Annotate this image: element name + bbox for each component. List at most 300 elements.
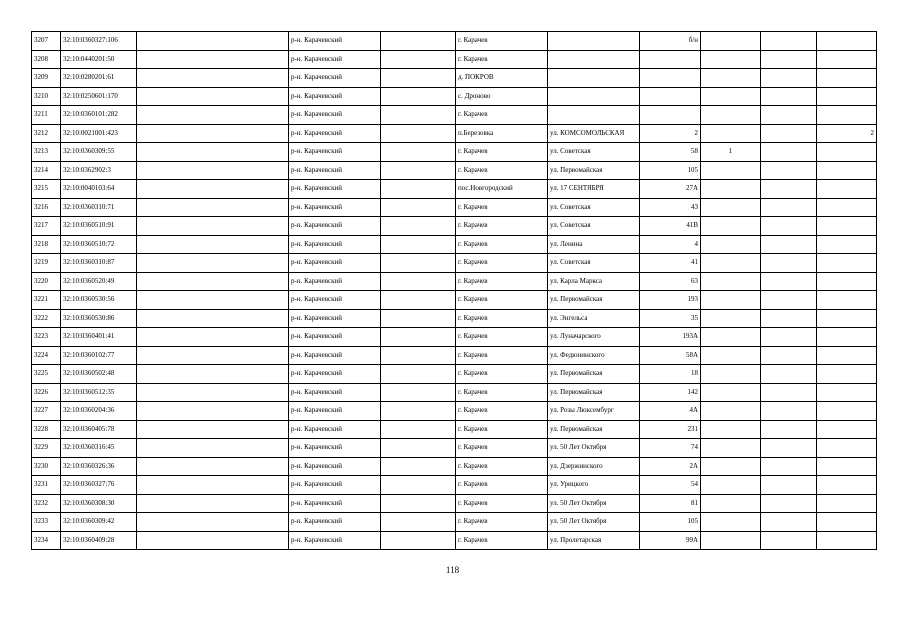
house-number: 4 [640,235,701,254]
district: р-н. Карачевский [289,365,381,384]
district: р-н. Карачевский [289,328,381,347]
locality: г. Карачев [456,402,548,421]
locality: г. Карачев [456,513,548,532]
empty-cell [381,457,456,476]
street: ул. Карла Маркса [548,272,640,291]
locality: г. Карачев [456,383,548,402]
extra-cell [701,272,761,291]
street: ул. КОМСОМОЛЬСКАЯ [548,124,640,143]
row-number: 3216 [32,198,61,217]
table-row [32,87,877,106]
extra-cell [817,254,877,273]
table-row [32,457,877,476]
empty-cell [137,235,289,254]
empty-cell [137,439,289,458]
extra-cell [761,87,817,106]
cadastral-number: 32:10:0360204:36 [61,402,137,421]
street: ул. Первомайская [548,365,640,384]
extra-cell [701,402,761,421]
house-number: 193 [640,291,701,310]
empty-cell [137,106,289,125]
empty-cell [381,254,456,273]
empty-cell [137,180,289,199]
empty-cell [137,402,289,421]
district: р-н. Карачевский [289,106,381,125]
table-row [32,346,877,365]
extra-cell [701,439,761,458]
locality: д. ПОКРОВ [456,69,548,88]
table-row [32,439,877,458]
street: ул. Урицкого [548,476,640,495]
extra-cell [701,531,761,550]
extra-cell [817,69,877,88]
extra-cell [817,420,877,439]
extra-cell [817,513,877,532]
district: р-н. Карачевский [289,254,381,273]
house-number: 58А [640,346,701,365]
locality: г. Карачев [456,346,548,365]
row-number: 3214 [32,161,61,180]
table-row [32,365,877,384]
table-row [32,198,877,217]
extra-cell [701,365,761,384]
house-number: 99А [640,531,701,550]
locality: с. Дроново [456,87,548,106]
district: р-н. Карачевский [289,531,381,550]
table-row [32,328,877,347]
house-number: 41В [640,217,701,236]
extra-cell [761,180,817,199]
street: ул. Ленина [548,235,640,254]
empty-cell [137,50,289,69]
district: р-н. Карачевский [289,69,381,88]
empty-cell [381,476,456,495]
empty-cell [381,69,456,88]
house-number: 2А [640,457,701,476]
table-row [32,32,877,51]
empty-cell [137,198,289,217]
cadastral-number: 32:10:0360327:106 [61,32,137,51]
house-number: 81 [640,494,701,513]
extra-cell [817,365,877,384]
street: ул. Советская [548,254,640,273]
extra-cell [761,272,817,291]
empty-cell [381,531,456,550]
table-row [32,383,877,402]
district: р-н. Карачевский [289,457,381,476]
row-number: 3217 [32,217,61,236]
district: р-н. Карачевский [289,235,381,254]
district: р-н. Карачевский [289,217,381,236]
extra-cell: 2 [817,124,877,143]
table-row [32,69,877,88]
empty-cell [381,494,456,513]
house-number: 2 [640,124,701,143]
street [548,69,640,88]
table-row [32,402,877,421]
district: р-н. Карачевский [289,143,381,162]
locality: г. Карачев [456,198,548,217]
cadastral-number: 32:10:0362902:3 [61,161,137,180]
table-row [32,50,877,69]
street: ул. 50 Лет Октября [548,513,640,532]
extra-cell [701,235,761,254]
street [548,50,640,69]
house-number: 231 [640,420,701,439]
table-row [32,180,877,199]
extra-cell [761,106,817,125]
table-row [32,161,877,180]
row-number: 3226 [32,383,61,402]
cadastral-number: 32:10:0021001:423 [61,124,137,143]
page-number: 118 [445,565,460,575]
extra-cell [817,457,877,476]
extra-cell [761,291,817,310]
extra-cell [761,476,817,495]
extra-cell [761,513,817,532]
table-row [32,476,877,495]
extra-cell [761,383,817,402]
empty-cell [381,32,456,51]
cadastral-number: 32:10:0360308:30 [61,494,137,513]
house-number: 63 [640,272,701,291]
empty-cell [381,309,456,328]
house-number: 142 [640,383,701,402]
cadastral-number: 32:10:0440201:50 [61,50,137,69]
empty-cell [381,106,456,125]
district: р-н. Карачевский [289,50,381,69]
extra-cell [761,420,817,439]
row-number: 3222 [32,309,61,328]
empty-cell [381,87,456,106]
street: ул. Федюнинского [548,346,640,365]
empty-cell [381,402,456,421]
empty-cell [137,420,289,439]
table-row [32,420,877,439]
empty-cell [137,87,289,106]
extra-cell [761,457,817,476]
cadastral-number: 32:10:0250601:170 [61,87,137,106]
extra-cell [817,439,877,458]
empty-cell [381,420,456,439]
empty-cell [381,439,456,458]
row-number: 3213 [32,143,61,162]
row-number: 3229 [32,439,61,458]
table-row [32,254,877,273]
district: р-н. Карачевский [289,291,381,310]
row-number: 3218 [32,235,61,254]
street: ул. 50 Лет Октября [548,439,640,458]
extra-cell [761,161,817,180]
house-number [640,69,701,88]
locality: г. Карачев [456,531,548,550]
extra-cell [817,180,877,199]
table-row [32,235,877,254]
extra-cell [701,513,761,532]
extra-cell [817,402,877,421]
locality: г. Карачев [456,457,548,476]
empty-cell [137,457,289,476]
extra-cell [701,50,761,69]
street: ул. 17 СЕНТЯБРЯ [548,180,640,199]
street: ул. Дзержинского [548,457,640,476]
street: ул. 50 Лет Октября [548,494,640,513]
district: р-н. Карачевский [289,476,381,495]
empty-cell [381,235,456,254]
extra-cell [701,217,761,236]
street [548,87,640,106]
extra-cell [701,328,761,347]
street: ул. Советская [548,217,640,236]
extra-cell [701,494,761,513]
extra-cell [761,402,817,421]
locality: г. Карачев [456,254,548,273]
street [548,32,640,51]
house-number: 58 [640,143,701,162]
cadastral-number: 32:10:0360102:77 [61,346,137,365]
row-number: 3233 [32,513,61,532]
extra-cell [701,87,761,106]
cadastral-number: 32:10:0360520:49 [61,272,137,291]
extra-cell [761,32,817,51]
empty-cell [137,291,289,310]
house-number: 4А [640,402,701,421]
district: р-н. Карачевский [289,494,381,513]
registry-table [31,31,877,550]
extra-cell [817,235,877,254]
empty-cell [137,309,289,328]
empty-cell [381,161,456,180]
street: ул. Советская [548,198,640,217]
extra-cell [817,383,877,402]
house-number: 41 [640,254,701,273]
house-number [640,50,701,69]
street: ул. Розы Люксембург [548,402,640,421]
locality: г. Карачев [456,235,548,254]
extra-cell [817,346,877,365]
extra-cell [817,143,877,162]
house-number: 193А [640,328,701,347]
extra-cell [817,50,877,69]
row-number: 3234 [32,531,61,550]
table-row [32,309,877,328]
row-number: 3221 [32,291,61,310]
district: р-н. Карачевский [289,309,381,328]
locality: г. Карачев [456,494,548,513]
house-number [640,106,701,125]
locality: г. Карачев [456,161,548,180]
district: р-н. Карачевский [289,124,381,143]
street: ул. Первомайская [548,291,640,310]
extra-cell [701,457,761,476]
extra-cell [761,50,817,69]
row-number: 3224 [32,346,61,365]
house-number: 27А [640,180,701,199]
district: р-н. Карачевский [289,383,381,402]
cadastral-number: 32:10:0280201:61 [61,69,137,88]
empty-cell [381,50,456,69]
table-row [32,513,877,532]
extra-cell [761,365,817,384]
row-number: 3215 [32,180,61,199]
empty-cell [381,383,456,402]
extra-cell [701,161,761,180]
extra-cell [761,217,817,236]
empty-cell [381,346,456,365]
street: ул. Пролетарская [548,531,640,550]
cadastral-number: 32:10:0360405:78 [61,420,137,439]
locality: г. Карачев [456,291,548,310]
extra-cell [701,124,761,143]
extra-cell [761,124,817,143]
cadastral-number: 32:10:0360316:45 [61,439,137,458]
extra-cell [761,309,817,328]
district: р-н. Карачевский [289,87,381,106]
cadastral-number: 32:10:0360309:55 [61,143,137,162]
locality: г. Карачев [456,272,548,291]
cadastral-number: 32:10:0360101:282 [61,106,137,125]
extra-cell [701,180,761,199]
street: ул. Первомайская [548,161,640,180]
locality: г. Карачев [456,50,548,69]
empty-cell [137,513,289,532]
extra-cell [701,383,761,402]
row-number: 3228 [32,420,61,439]
locality: г. Карачев [456,309,548,328]
row-number: 3207 [32,32,61,51]
extra-cell [817,87,877,106]
extra-cell [817,476,877,495]
extra-cell: 1 [701,143,761,162]
house-number: б/н [640,32,701,51]
cadastral-number: 32:10:0360326:36 [61,457,137,476]
district: р-н. Карачевский [289,346,381,365]
street: ул. Первомайская [548,383,640,402]
empty-cell [137,254,289,273]
extra-cell [817,161,877,180]
cadastral-number: 32:10:0360327:76 [61,476,137,495]
locality: г. Карачев [456,143,548,162]
extra-cell [761,254,817,273]
district: р-н. Карачевский [289,180,381,199]
locality: г. Карачев [456,476,548,495]
extra-cell [817,106,877,125]
extra-cell [761,346,817,365]
table-body [32,32,877,550]
empty-cell [381,124,456,143]
extra-cell [761,439,817,458]
empty-cell [137,531,289,550]
extra-cell [701,254,761,273]
extra-cell [701,476,761,495]
empty-cell [381,328,456,347]
table-row [32,217,877,236]
extra-cell [701,106,761,125]
empty-cell [137,365,289,384]
table-row [32,106,877,125]
locality: п.Березовка [456,124,548,143]
empty-cell [137,217,289,236]
house-number: 105 [640,513,701,532]
locality: г. Карачев [456,439,548,458]
table-row [32,124,877,143]
cadastral-number: 32:10:0360530:86 [61,309,137,328]
extra-cell [817,309,877,328]
district: р-н. Карачевский [289,513,381,532]
empty-cell [137,476,289,495]
row-number: 3208 [32,50,61,69]
extra-cell [817,494,877,513]
row-number: 3212 [32,124,61,143]
extra-cell [761,198,817,217]
district: р-н. Карачевский [289,32,381,51]
empty-cell [381,180,456,199]
cadastral-number: 32:10:0360510:91 [61,217,137,236]
extra-cell [701,420,761,439]
table-row [32,494,877,513]
row-number: 3210 [32,87,61,106]
empty-cell [137,161,289,180]
cadastral-number: 32:10:0360530:56 [61,291,137,310]
extra-cell [761,328,817,347]
empty-cell [381,198,456,217]
row-number: 3211 [32,106,61,125]
house-number: 43 [640,198,701,217]
empty-cell [381,365,456,384]
extra-cell [817,217,877,236]
extra-cell [761,69,817,88]
empty-cell [381,217,456,236]
row-number: 3230 [32,457,61,476]
row-number: 3231 [32,476,61,495]
extra-cell [701,346,761,365]
row-number: 3220 [32,272,61,291]
house-number: 18 [640,365,701,384]
district: р-н. Карачевский [289,198,381,217]
extra-cell [761,531,817,550]
cadastral-number: 32:10:0360409:28 [61,531,137,550]
locality: г. Карачев [456,217,548,236]
house-number: 54 [640,476,701,495]
empty-cell [137,124,289,143]
extra-cell [817,32,877,51]
locality: г. Карачев [456,420,548,439]
extra-cell [817,198,877,217]
table-row [32,272,877,291]
extra-cell [701,309,761,328]
empty-cell [381,143,456,162]
locality: г. Карачев [456,106,548,125]
house-number: 74 [640,439,701,458]
locality: пос.Новгородский [456,180,548,199]
empty-cell [137,346,289,365]
row-number: 3232 [32,494,61,513]
locality: г. Карачев [456,32,548,51]
row-number: 3223 [32,328,61,347]
house-number: 35 [640,309,701,328]
empty-cell [137,32,289,51]
street [548,106,640,125]
table-row [32,531,877,550]
cadastral-number: 32:10:0360502:48 [61,365,137,384]
extra-cell [701,69,761,88]
empty-cell [137,69,289,88]
row-number: 3209 [32,69,61,88]
empty-cell [137,383,289,402]
district: р-н. Карачевский [289,272,381,291]
extra-cell [701,198,761,217]
street: ул. Луначарского [548,328,640,347]
